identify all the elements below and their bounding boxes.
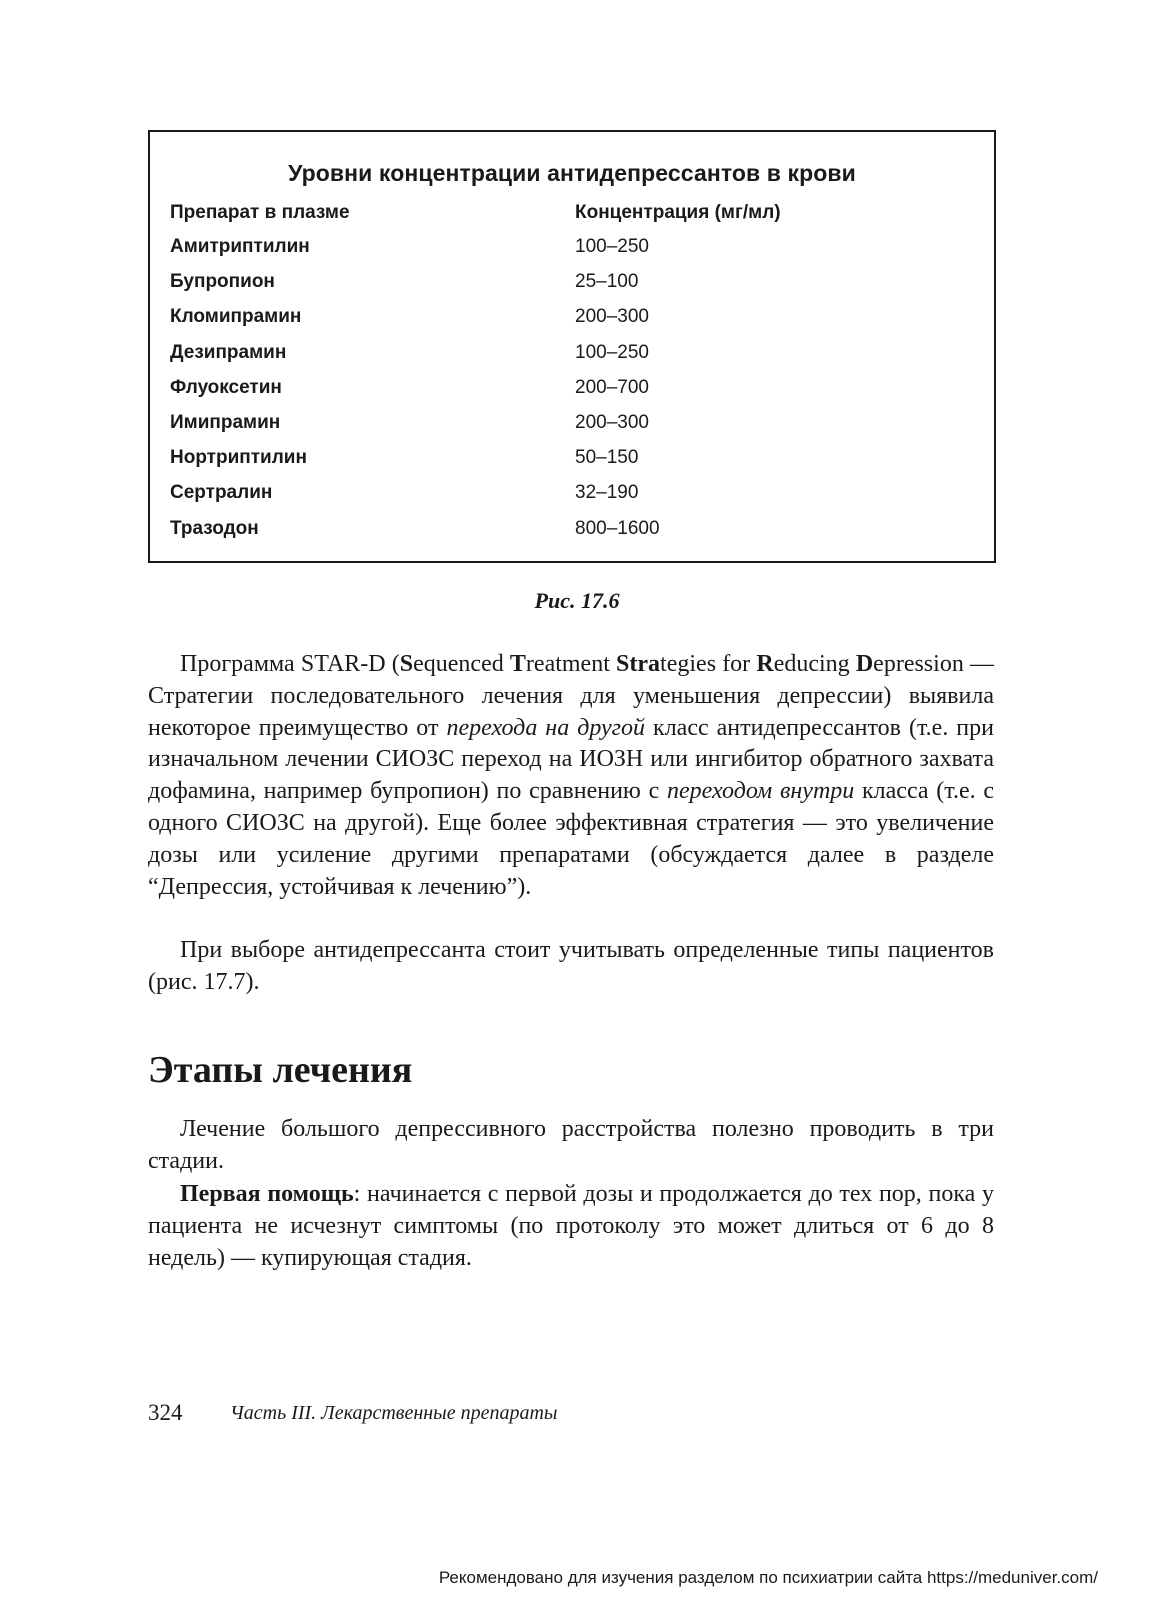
text-run: reatment xyxy=(525,651,617,677)
table-row xyxy=(170,271,974,306)
table-row xyxy=(170,306,974,341)
concentration-value: 200–700 xyxy=(575,376,649,398)
drug-name: Амитриптилин xyxy=(170,236,310,257)
text-run: educing xyxy=(773,651,856,677)
figure-caption: Рис. 17.6 xyxy=(534,588,620,613)
concentration-table-figure xyxy=(148,130,996,563)
paragraph-text: При выборе антидепрессанта стоит учитывать определенные типы пациентов (рис. 17.7). xyxy=(148,937,994,995)
drug-name: Тразодон xyxy=(170,517,259,539)
drug-name: Нортриптилин xyxy=(170,447,307,469)
italic-phrase: переходом внутри xyxy=(666,778,855,805)
bold-letter: S xyxy=(399,651,414,677)
paragraph-first-aid xyxy=(148,1179,994,1274)
table-row xyxy=(170,412,974,447)
paragraph-text: Лечение большого депрессивного расстройства полезно проводить в три стадии. xyxy=(148,1116,994,1174)
text-run: tegies for xyxy=(660,651,757,677)
paragraph-text xyxy=(148,1179,994,1274)
section-heading: Этапы лечения xyxy=(148,1049,413,1091)
bold-letter: R xyxy=(756,651,774,677)
text-run: класс антидепрессантов (т.е. при изначальном лечении СИОЗС переход на ИОЗН или ингибитор обратного захвата дофамина, например бупропион) по сравнению с xyxy=(148,714,994,805)
concentration-value: 25–100 xyxy=(575,271,639,293)
drug-name: Флуоксетин xyxy=(170,376,282,398)
table-row xyxy=(170,342,974,377)
paragraph-star-d xyxy=(148,649,994,903)
column-header-drug: Препарат в плазме xyxy=(170,202,350,223)
concentration-value: 200–300 xyxy=(575,306,649,328)
drug-name: Дезипрамин xyxy=(170,341,287,363)
watermark-text: Рекомендовано для изучения разделом по психиатрии сайта https://meduniver.com/ xyxy=(438,1568,1098,1587)
table-row xyxy=(170,518,974,553)
table-row xyxy=(170,236,974,271)
paragraph-text xyxy=(148,649,994,903)
text-run: класса (т.е. с одного СИОЗС на другой). Еще более эффективная стратегия — это увеличение дозы или усиление другими препаратами (обсуждается далее в разделе “Депрессия, устойчивая к лечению”). xyxy=(148,778,994,900)
table-header-row xyxy=(170,202,974,228)
concentration-value: 32–190 xyxy=(575,482,639,504)
term-lead: Первая помощь xyxy=(180,1181,354,1207)
concentration-value: 50–150 xyxy=(575,447,639,469)
concentration-value: 100–250 xyxy=(575,341,649,363)
bold-letter: D xyxy=(855,651,874,677)
italic-phrase: перехода на другой xyxy=(446,714,646,741)
running-title: Часть III. Лекарственные препараты xyxy=(230,1402,558,1424)
concentration-value: 800–1600 xyxy=(575,517,660,539)
concentration-value: 200–300 xyxy=(575,411,649,433)
text-run: equenced xyxy=(413,651,510,677)
drug-name: Бупропион xyxy=(170,271,275,293)
figure-title: Уровни концентрации антидепрессантов в крови xyxy=(288,160,856,186)
bold-letter: Stra xyxy=(616,651,661,677)
table-row xyxy=(170,482,974,517)
table-row xyxy=(170,447,974,482)
text-run: : начинается с первой дозы и продолжается до тех пор, пока у пациента не исчезнут симптомы (по протоколу это может длиться от 6 до 8 недель) — купирующая стадия. xyxy=(148,1181,994,1271)
text-run: Программа STAR-D ( xyxy=(180,651,400,677)
text-run: epression — Стратегии последовательного лечения для уменьшения депрессии) выявила некоторое преимущество от xyxy=(148,651,994,741)
drug-name: Кломипрамин xyxy=(170,306,302,328)
table-row xyxy=(170,377,974,412)
column-header-concentration: Концентрация (мг/мл) xyxy=(575,202,781,223)
drug-name: Сертралин xyxy=(170,482,273,504)
drug-name: Имипрамин xyxy=(170,411,281,433)
paragraph-patient-types xyxy=(148,935,994,999)
bold-letter: T xyxy=(509,651,526,677)
paragraph-three-stages xyxy=(148,1114,994,1178)
page-number: 324 xyxy=(148,1400,183,1425)
concentration-value: 100–250 xyxy=(575,236,649,257)
table-body xyxy=(170,236,974,553)
